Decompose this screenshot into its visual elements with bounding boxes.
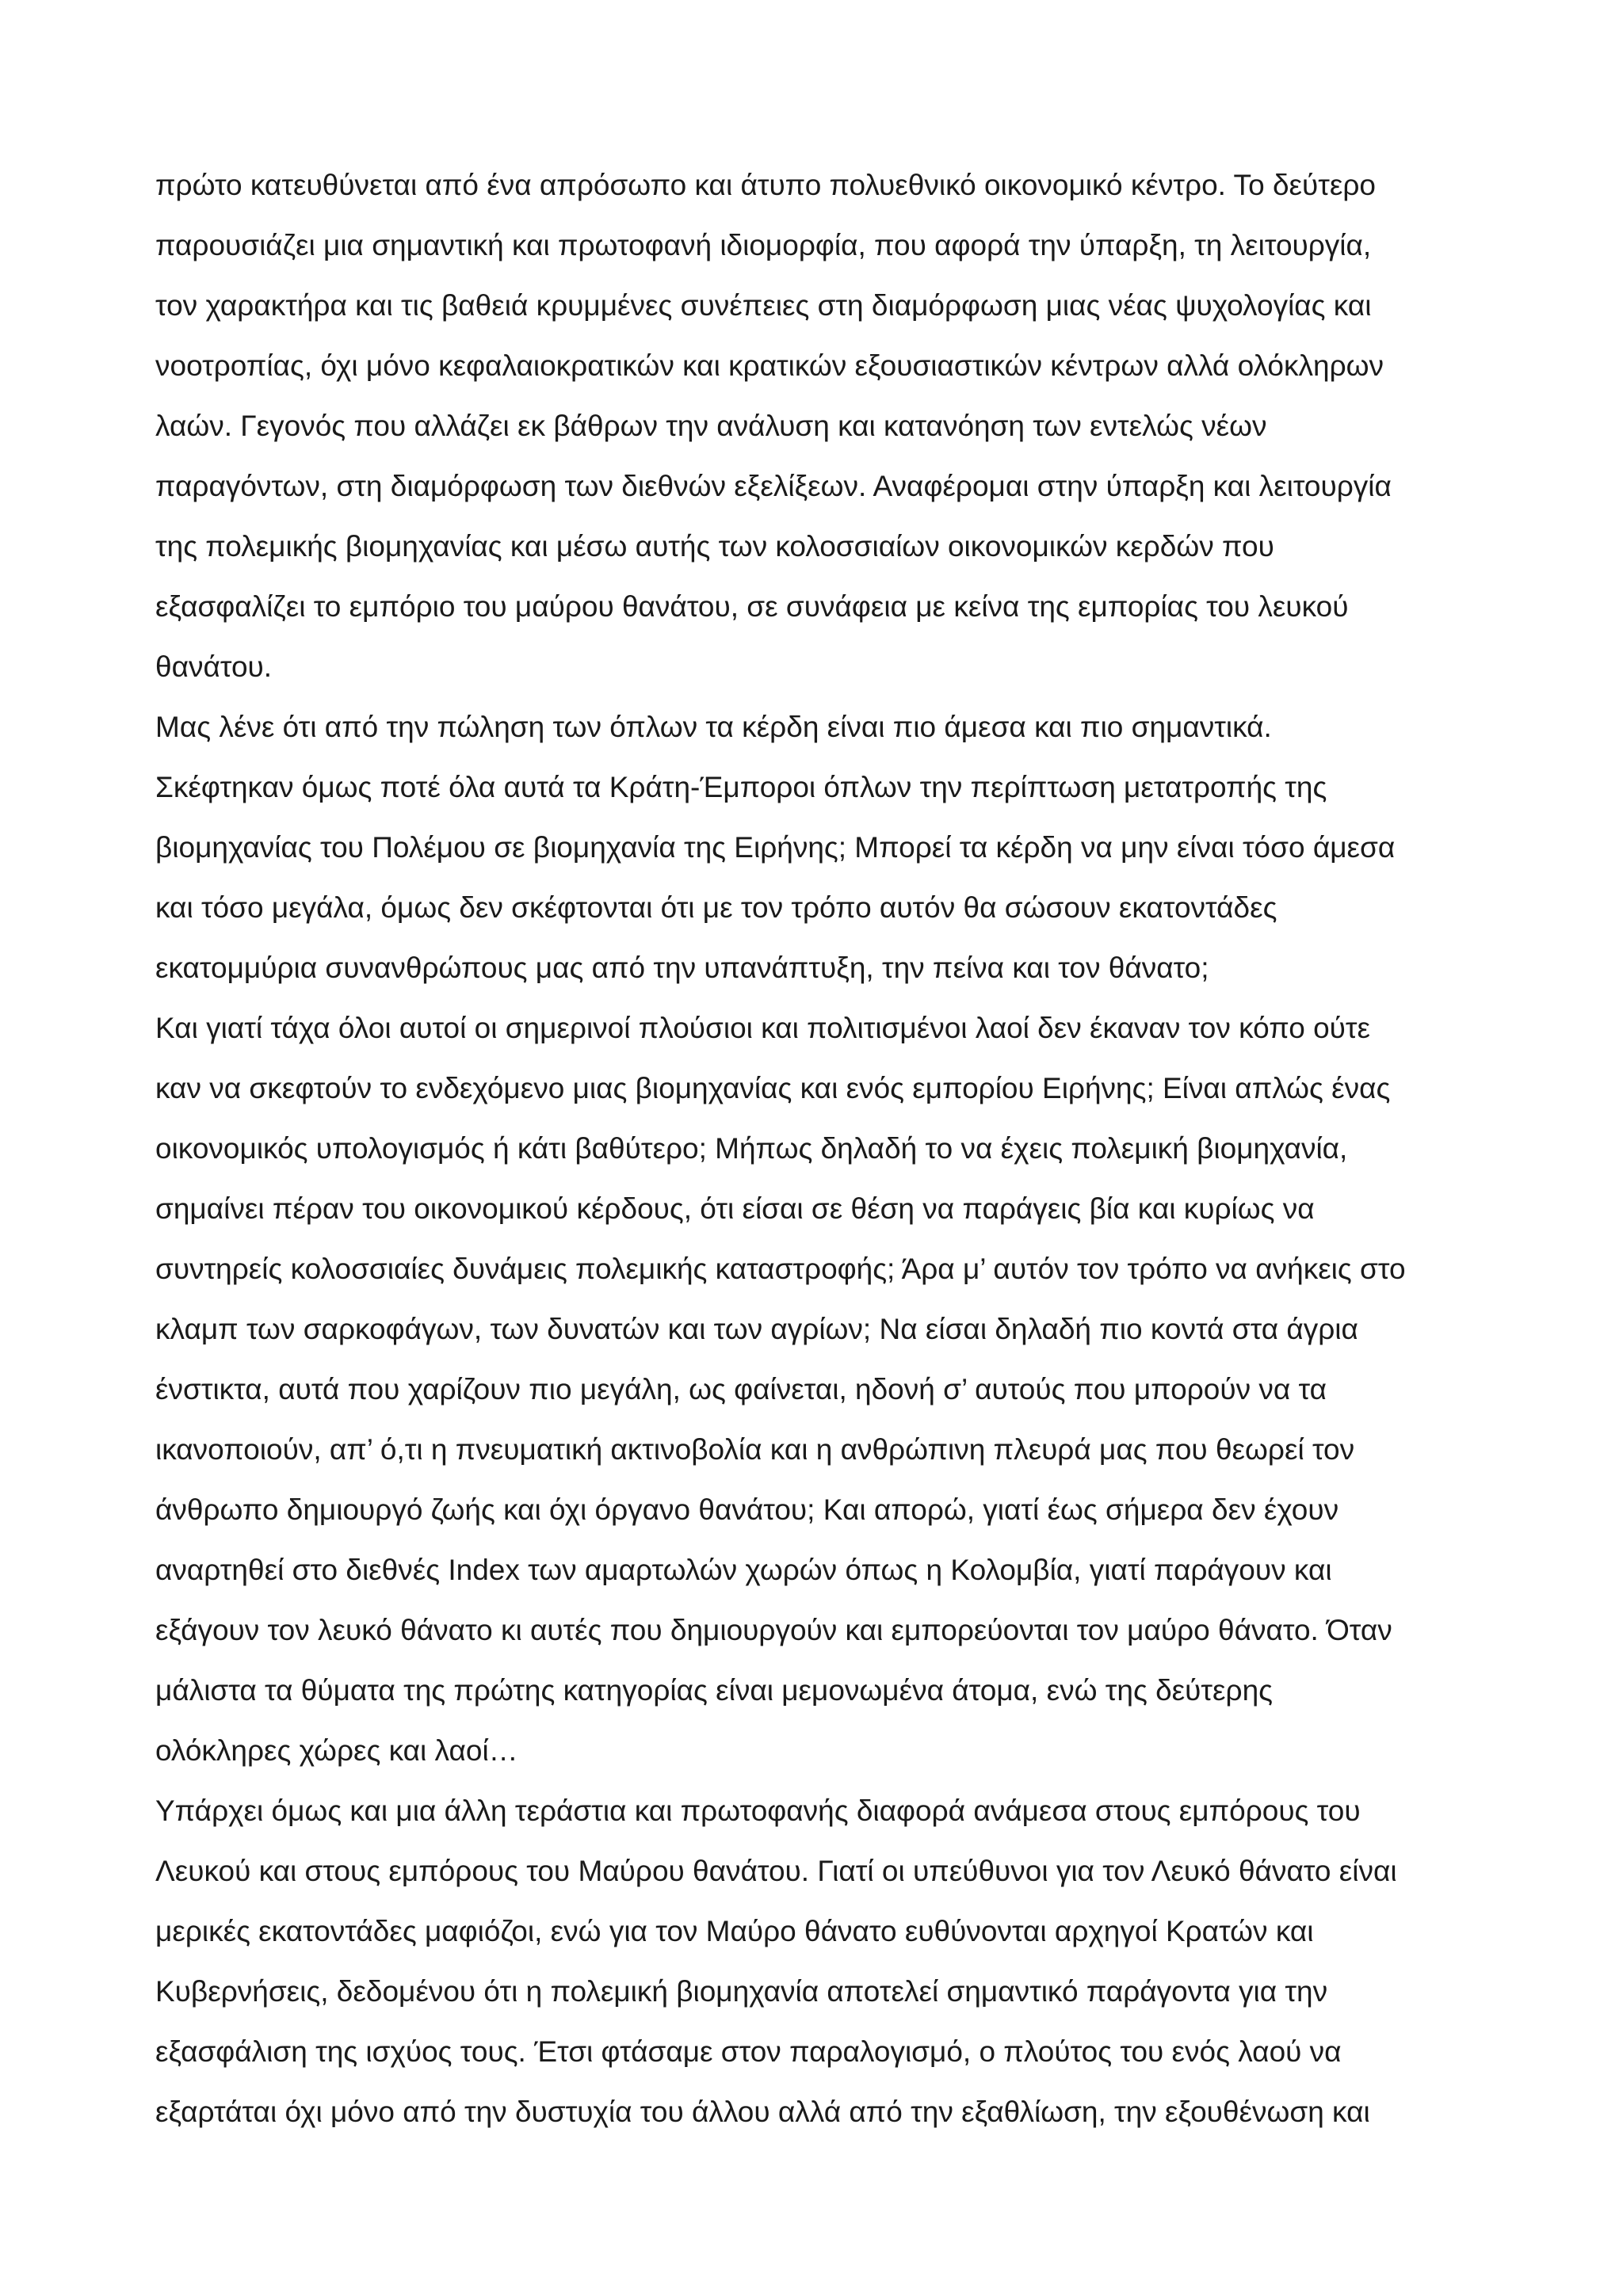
text-line-28: Υπάρχει όμως και μια άλλη τεράστια και πρωτοφανής διαφορά ανάμεσα στους εμπόρους του — [155, 1794, 1361, 1827]
text-line-16: καν να σκεφτούν το ενδεχόμενο μιας βιομηχανίας και ενός εμπορίου Ειρήνης; Είναι απλώς ένας — [155, 1072, 1391, 1104]
text-line-31: Κυβερνήσεις, δεδομένου ότι η πολεμική βιομηχανία αποτελεί σημαντικό παράγοντα για την — [155, 1975, 1328, 2008]
text-line-13: και τόσο μεγάλα, όμως δεν σκέφτονται ότι με τον τρόπο αυτόν θα σώσουν εκατοντάδες — [155, 891, 1277, 924]
text-line-2: παρουσιάζει μια σημαντική και πρωτοφανή ιδιομορφία, που αφορά την ύπαρξη, τη λειτουργία, — [155, 229, 1372, 261]
text-line-5: λαών. Γεγονός που αλλάζει εκ βάθρων την ανάλυση και κατανόηση των εντελώς νέων — [155, 410, 1267, 442]
text-line-6: παραγόντων, στη διαμόρφωση των διεθνών εξελίξεων. Αναφέρομαι στην ύπαρξη και λειτουργία — [155, 470, 1392, 502]
text-line-11: Σκέφτηκαν όμως ποτέ όλα αυτά τα Κράτη-Έμποροι όπλων την περίπτωση μετατροπής της — [155, 771, 1327, 803]
text-line-12: βιομηχανίας του Πολέμου σε βιομηχανία της Ειρήνης; Μπορεί τα κέρδη να μην είναι τόσο άμεσα — [155, 831, 1396, 864]
text-line-18: σημαίνει πέραν του οικονομικού κέρδους, ότι είσαι σε θέση να παράγεις βία και κυρίως να — [155, 1192, 1315, 1225]
text-line-9: θανάτου. — [155, 650, 273, 683]
text-line-24: αναρτηθεί στο διεθνές Index των αμαρτωλών χωρών όπως η Κολομβία, γιατί παράγουν και — [155, 1554, 1332, 1586]
text-line-21: ένστικτα, αυτά που χαρίζουν πιο μεγάλη, ως φαίνεται, ηδονή σ’ αυτούς που μπορούν να τα — [155, 1373, 1327, 1405]
text-line-4: νοοτροπίας, όχι μόνο κεφαλαιοκρατικών και κρατικών εξουσιαστικών κέντρων αλλά ολόκληρων — [155, 349, 1384, 382]
text-line-23: άνθρωπο δημιουργό ζωής και όχι όργανο θανάτου; Και απορώ, γιατί έως σήμερα δεν έχουν — [155, 1493, 1339, 1526]
text-line-1: πρώτο κατευθύνεται από ένα απρόσωπο και άτυπο πολυεθνικό οικονομικό κέντρο. Το δεύτερο — [155, 169, 1376, 201]
text-line-19: συντηρείς κολοσσιαίες δυνάμεις πολεμικής καταστροφής; Άρα μ’ αυτόν τον τρόπο να ανήκεις στο — [155, 1253, 1406, 1285]
text-line-14: εκατομμύρια συνανθρώπους μας από την υπανάπτυξη, την πείνα και τον θάνατο; — [155, 952, 1209, 984]
text-line-22: ικανοποιούν, απ’ ό,τι η πνευματική ακτινοβολία και η ανθρώπινη πλευρά μας που θεωρεί τον — [155, 1433, 1355, 1466]
text-line-32: εξασφάλιση της ισχύος τους. Έτσι φτάσαμε στον παραλογισμό, ο πλούτος του ενός λαού να — [155, 2035, 1342, 2068]
text-line-25: εξάγουν τον λευκό θάνατο κι αυτές που δημιουργούν και εμπορεύονται τον μαύρο θάνατο. Όταν — [155, 1614, 1392, 1646]
text-line-17: οικονομικός υπολογισμός ή κάτι βαθύτερο; Μήπως δηλαδή το να έχεις πολεμική βιομηχανία, — [155, 1132, 1348, 1165]
text-line-29: Λευκού και στους εμπόρους του Μαύρου θανάτου. Γιατί οι υπεύθυνοι για τον Λευκό θάνατο είναι — [155, 1855, 1397, 1887]
text-line-30: μερικές εκατοντάδες μαφιόζοι, ενώ για τον Μαύρο θάνατο ευθύνονται αρχηγοί Κρατών και — [155, 1915, 1314, 1947]
text-line-33: εξαρτάται όχι μόνο από την δυστυχία του άλλου αλλά από την εξαθλίωση, την εξουθένωση και — [155, 2096, 1370, 2128]
text-line-26: μάλιστα τα θύματα της πρώτης κατηγορίας είναι μεμονωμένα άτομα, ενώ της δεύτερης — [155, 1674, 1273, 1707]
text-line-10: Μας λένε ότι από την πώληση των όπλων τα κέρδη είναι πιο άμεσα και πιο σημαντικά. — [155, 711, 1272, 743]
text-line-8: εξασφαλίζει το εμπόριο του μαύρου θανάτου, σε συνάφεια με κείνα της εμπορίας του λευκού — [155, 590, 1349, 623]
text-line-7: της πολεμικής βιομηχανίας και μέσω αυτής των κολοσσιαίων οικονομικών κερδών που — [155, 530, 1274, 563]
document-body — [155, 155, 1518, 2142]
text-line-3: τον χαρακτήρα και τις βαθειά κρυμμένες συνέπειες στη διαμόρφωση μιας νέας ψυχολογίας και — [155, 289, 1372, 322]
text-line-15: Και γιατί τάχα όλοι αυτοί οι σημερινοί πλούσιοι και πολιτισμένοι λαοί δεν έκαναν τον κόπο ούτε — [155, 1012, 1370, 1044]
text-line-27: ολόκληρες χώρες και λαοί… — [155, 1734, 518, 1767]
text-line-20: κλαμπ των σαρκοφάγων, των δυνατών και των αγρίων; Να είσαι δηλαδή πιο κοντά στα άγρια — [155, 1313, 1358, 1345]
